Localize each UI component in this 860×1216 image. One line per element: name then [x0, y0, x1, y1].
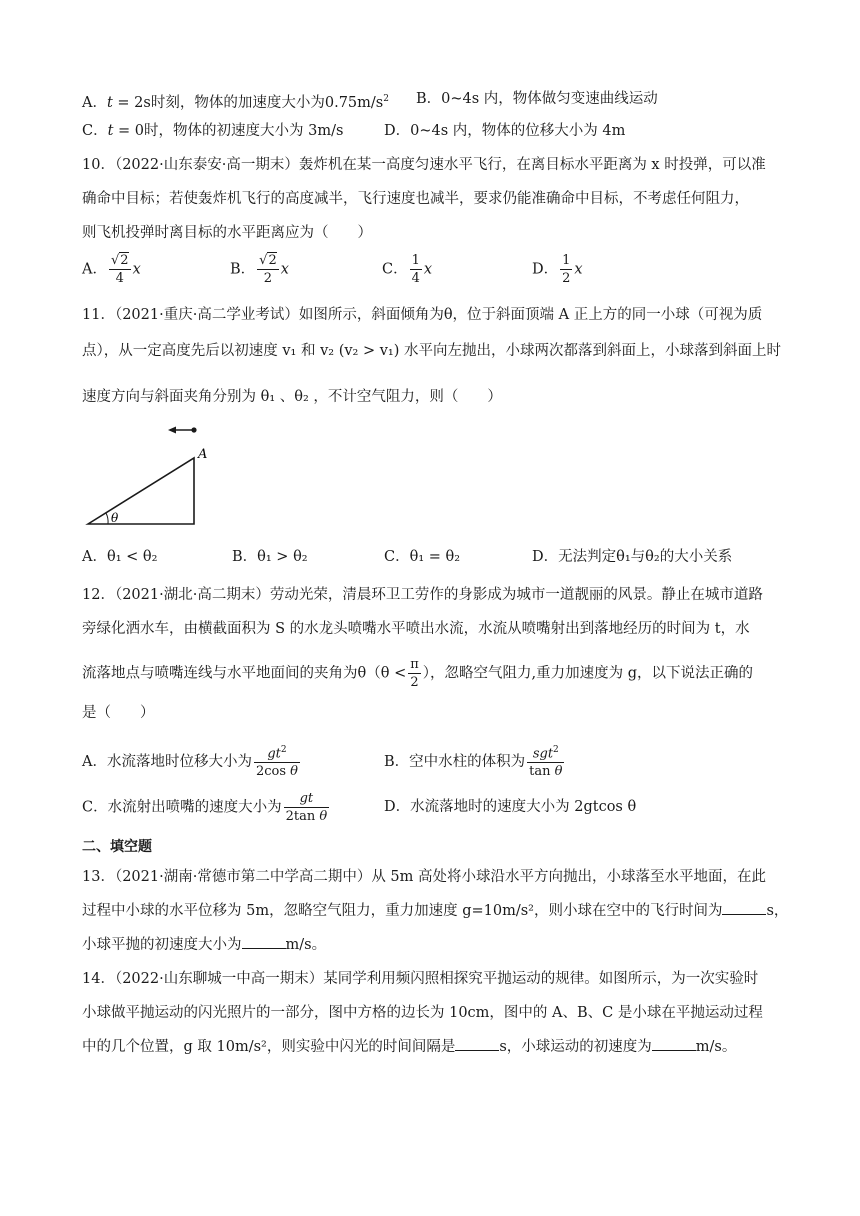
- fraction: $\frac{1}{4}$: [411, 253, 420, 286]
- q10-option-c[interactable]: C． $\frac{1}{4}$ x: [382, 253, 433, 286]
- figure-label-a: A: [198, 447, 208, 462]
- fraction-pi-over-2: $\frac{\pi}{2}$: [410, 657, 419, 690]
- q14-text-line1: 14．（2022·山东聊城一中高一期末）某同学利用频闪照相探究平抛运动的规律。如图所示，为一次实验时: [82, 971, 759, 987]
- fraction: $\frac{√2}{4}$: [110, 253, 129, 286]
- ball-icon: [191, 427, 196, 432]
- incline-figure: [84, 420, 214, 528]
- q11-option-a[interactable]: A．θ₁ < θ₂: [82, 549, 158, 565]
- q10-option-d[interactable]: D． $\frac{1}{2}$ x: [532, 253, 583, 286]
- figure-label-theta: θ: [111, 511, 119, 525]
- q10-text-line3: 则飞机投弹时离目标的水平距离应为（ ）: [82, 225, 372, 241]
- q14-text-line3: 中的几个位置，g 取 10m/s²，则实验中闪光的时间间隔是 s，小球运动的初速度为 m/s。: [82, 1039, 737, 1055]
- fraction: $\frac{1}{2}$: [562, 253, 571, 286]
- q12-text-line1: 12．（2021·湖北·高二期末）劳动光荣，清晨环卫工劳作的身影成为城市一道靓丽的风景。静止在城市道路: [82, 587, 763, 603]
- q13-text-line3: 小球平抛的初速度大小为 m/s。: [82, 937, 327, 953]
- q9-option-d[interactable]: D．0~4s 内，物体的位移大小为 4m: [384, 123, 626, 139]
- answer-blank[interactable]: [722, 902, 766, 915]
- q11-option-c[interactable]: C．θ₁ = θ₂: [384, 549, 461, 565]
- q11-option-d[interactable]: D．无法判定θ₁与θ₂的大小关系: [532, 549, 733, 565]
- q10-text-line1: 10．（2022·山东泰安·高一期末）轰炸机在某一高度匀速水平飞行，在离目标水平距离为 x 时投弹，可以准: [82, 157, 766, 173]
- q12-option-b[interactable]: B．空中水柱的体积为 $\frac{sgt^2}{\text{tan θ}}$: [384, 745, 563, 780]
- answer-blank[interactable]: [242, 936, 286, 949]
- q11-text-line3: 速度方向与斜面夹角分别为 θ₁ 、θ₂ ，不计空气阻力，则（ ）: [82, 389, 502, 405]
- answer-blank[interactable]: [652, 1038, 696, 1051]
- answer-blank[interactable]: [455, 1038, 499, 1051]
- q13-text-line1: 13．（2021·湖南·常德市第二中学高二期中）从 5m 高处将小球沿水平方向抛出，小球落至水平地面，在此: [82, 869, 767, 885]
- q11-text-line2: 点），从一定高度先后以初速度 v₁ 和 v₂ (v₂ > v₁) 水平向左抛出，小球两次都落到斜面上，小球落到斜面上时: [82, 343, 781, 359]
- fraction: $\frac{gt}{\text{2tan θ}}$: [285, 791, 328, 824]
- fraction: $\frac{sgt^2}{\text{tan θ}}$: [529, 745, 563, 780]
- fraction: $\frac{gt^2}{\text{2cos θ}}$: [255, 745, 298, 780]
- q12-text-line4: 是（ ）: [82, 705, 155, 721]
- q12-option-c[interactable]: C．水流射出喷嘴的速度大小为 $\frac{gt}{\text{2tan θ}}$: [82, 791, 328, 824]
- q11-text-line1: 11．（2021·重庆·高二学业考试）如图所示，斜面倾角为θ，位于斜面顶端 A 正上方的同一小球（可视为质: [82, 307, 763, 323]
- q12-text-line2: 旁绿化洒水车，由横截面积为 S 的水龙头喷嘴水平喷出水流，水流从喷嘴射出到落地经历的时间为 t，水: [82, 621, 750, 637]
- q9-option-c[interactable]: C．t = 0时，物体的初速度大小为 3m/s: [82, 123, 344, 139]
- q10-option-b[interactable]: B． $\frac{√2}{2}$ x: [230, 253, 289, 286]
- q10-text-line2: 确命中目标；若使轰炸机飞行的高度减半，飞行速度也减半，要求仍能准确命中目标，不考虑任何阻力，: [82, 191, 749, 207]
- incline-triangle: [88, 458, 194, 524]
- q9-option-a[interactable]: A．t = 2s时刻，物体的加速度大小为$0.75m/s^2$: [82, 94, 389, 111]
- arrowhead-icon: [168, 427, 176, 434]
- q14-text-line2: 小球做平抛运动的闪光照片的一部分，图中方格的边长为 10cm，图中的 A、B、C 是小球在平抛运动过程: [82, 1005, 763, 1021]
- angle-arc: [106, 513, 108, 524]
- q9-option-b[interactable]: B．0~4s 内，物体做匀变速曲线运动: [416, 91, 658, 107]
- section-heading: 二、填空题: [82, 839, 152, 855]
- fraction: $\frac{√2}{2}$: [259, 253, 277, 286]
- q12-text-line3: 流落地点与喷嘴连线与水平地面间的夹角为θ（θ < $\frac{\pi}{2}$ ），忽略空气阻力,重力加速度为 g，以下说法正确的: [82, 657, 754, 690]
- q12-option-a[interactable]: A．水流落地时位移大小为 $\frac{gt^2}{\text{2cos θ}}$: [82, 745, 298, 780]
- q12-option-d[interactable]: D．水流落地时的速度大小为 2gtcos θ: [384, 799, 637, 815]
- q13-text-line2: 过程中小球的水平位移为 5m，忽略空气阻力，重力加速度 g=10m/s²，则小球在空中的飞行时间为 s，: [82, 903, 789, 919]
- q10-option-a[interactable]: A． $\frac{√2}{4}$ x: [82, 253, 141, 286]
- q11-option-b[interactable]: B．θ₁ > θ₂: [232, 549, 308, 565]
